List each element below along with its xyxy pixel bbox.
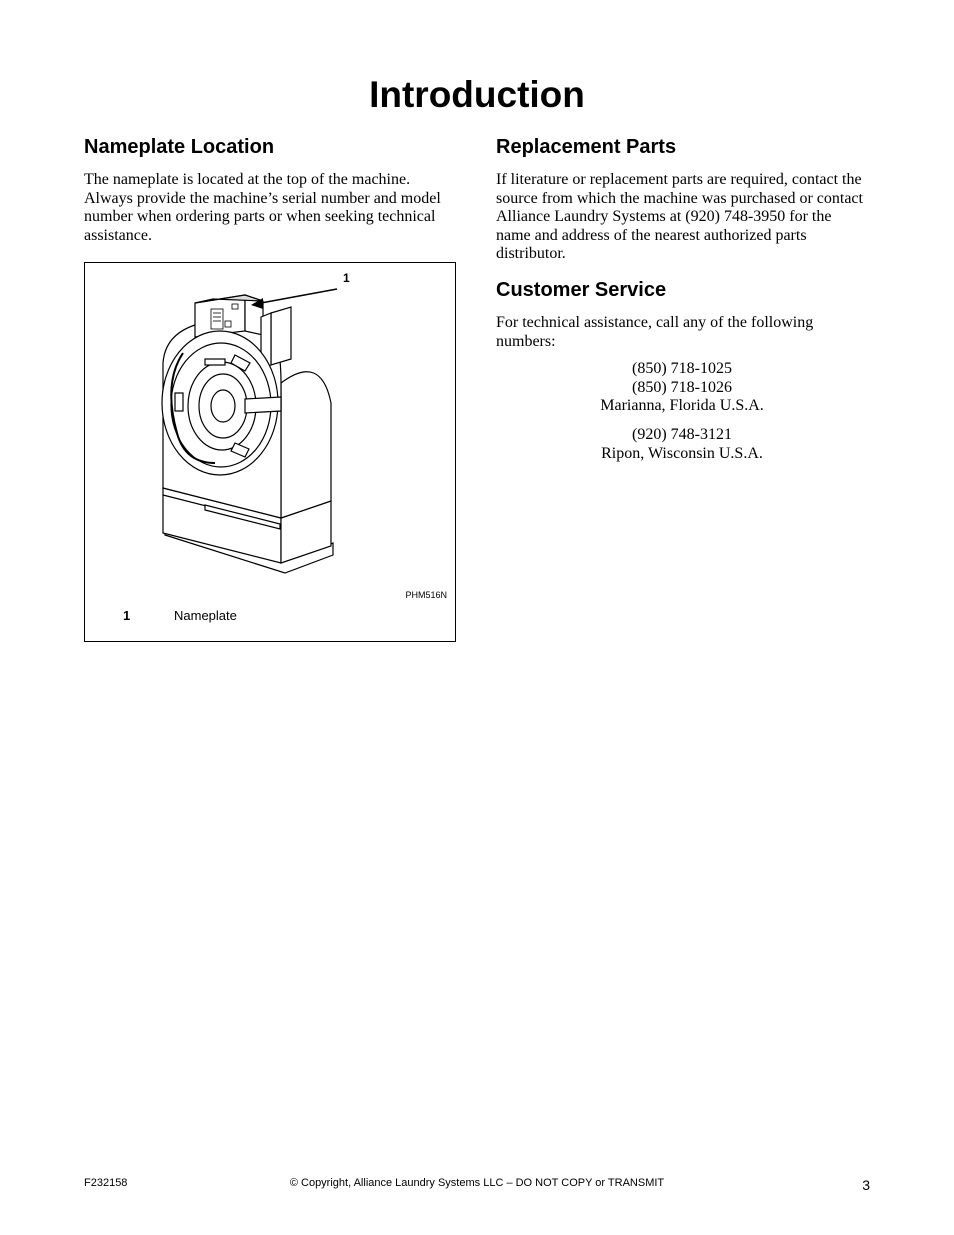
contact-phone: (920) 748-3121	[632, 426, 732, 443]
contact-phone: (850) 718-1026	[632, 378, 732, 396]
replacement-parts-heading: Replacement Parts	[496, 136, 677, 158]
customer-service-heading: Customer Service	[496, 279, 667, 301]
nameplate-figure	[84, 262, 456, 642]
figure-legend-number: 1	[123, 608, 131, 623]
contact-location: Ripon, Wisconsin U.S.A.	[601, 444, 763, 462]
washer-illustration	[85, 263, 457, 643]
footer-doc-number: F232158	[84, 1177, 128, 1189]
contact-phone: (850) 718-1025	[632, 360, 732, 377]
replacement-parts-text: If literature or replacement parts are required, contact the source from which the machine was purchased or contact Alliance Laundry Systems at (920) 748-3950 for the name and address of the nearest authorized parts distributor.	[496, 171, 863, 262]
contact-ripon	[496, 426, 868, 463]
footer-page-number: 3	[862, 1177, 870, 1193]
nameplate-location-heading: Nameplate Location	[84, 136, 275, 158]
footer-copyright: © Copyright, Alliance Laundry Systems LLC – DO NOT COPY or TRANSMIT	[289, 1177, 665, 1189]
figure-legend-label: Nameplate	[174, 608, 237, 623]
nameplate-location-text: The nameplate is located at the top of the machine. Always provide the machine’s serial number and model number when ordering parts or when seeking technical assistance.	[84, 171, 441, 244]
contact-location: Marianna, Florida U.S.A.	[600, 397, 764, 414]
figure-callout-number: 1	[343, 271, 350, 285]
page-title: Introduction	[369, 74, 585, 115]
customer-service-text: For technical assistance, call any of the following numbers:	[496, 314, 814, 350]
figure-code: PHM516N	[405, 590, 447, 600]
contact-marianna	[496, 360, 868, 416]
